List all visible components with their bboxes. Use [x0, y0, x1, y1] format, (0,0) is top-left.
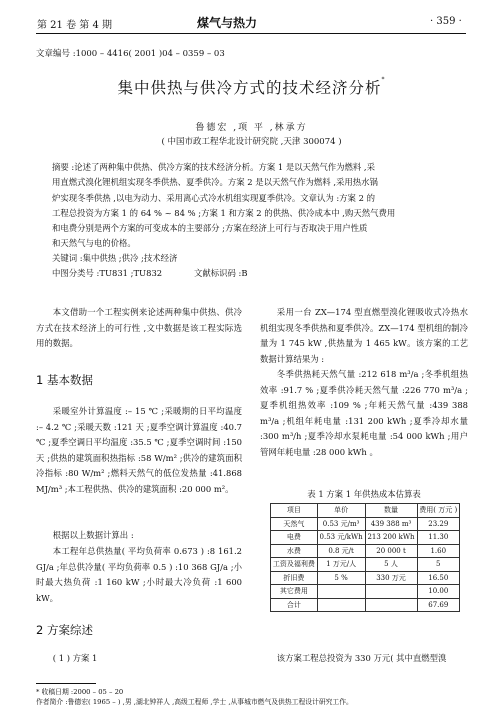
- header-rule: [36, 33, 466, 34]
- title-text: 集中供热与供冷方式的技术经济分析: [117, 79, 382, 97]
- basic-data-paragraph: 采暖室外计算温度 :– 15 ℃ ;采暖期的日平均温度 :– 4.2 ℃ ;采暖天数 :121 天 ;夏季空调计算温度 :40.7 ℃ ;夏季空调日平均温度 :35.5 ℃ ;夏季空调时间 :150 天 ;供热的建筑面积热指标 :58 W/m² ;供冷的建筑面积冷指标 :80 W/m² ;燃料天然气的低位发热量 :41.868 MJ/m³ ;本工程供热、供冷的建筑面积 :20 000 m²。: [36, 406, 242, 494]
- keywords: 关键词 :集中供热 ;供冷 ;技术经济: [52, 253, 178, 263]
- table-cell: 合计: [271, 598, 318, 612]
- affiliation: ( 中国市政工程华北设计研究院 ,天津 300074 ): [161, 137, 342, 147]
- received-date: * 收稿日期 :2000 – 05 – 20: [36, 688, 124, 696]
- title-footnote-mark: *: [381, 76, 386, 83]
- scheme-1-heading: ( 1 ) 方案 1: [52, 653, 98, 663]
- table-cell: [317, 585, 365, 599]
- table-cell: 0.8 元/t: [317, 544, 365, 558]
- table-cell: 工资及福利费: [271, 558, 318, 572]
- intro-paragraph: 本文借助一个工程实例来论述两种集中供热、供冷方式在技术经济上的可行性 ,文中数据是该工程实际选用的数据。: [36, 307, 242, 348]
- table-cell: 5: [417, 558, 459, 572]
- table-row: [271, 544, 460, 558]
- calc-result-paragraph: 本工程年总供热量( 平均负荷率 0.673 ) :8 161.2 GJ/a ;年总供冷量( 平均负荷率 0.5 ) :10 368 GJ/a ;小时最大热负荷 :1 160 kW ;小时最大冷负荷 :1 600 kW。: [36, 546, 242, 603]
- abstract-line: 摘要 :论述了两种集中供热、供冷方案的技术经济分析。方案 1 是以天然气作为燃料 ,采: [52, 162, 375, 172]
- header-cell: 项目: [271, 504, 318, 518]
- section-heading-2: 2 方案综述: [36, 623, 93, 637]
- authors: 鲁德宏 ,项 平 ,林承方: [195, 123, 308, 133]
- abstract-line: 和电费分别是两个方案的可变成本的主要部分 ;方案在经济上可行与否取决于用户性质: [52, 223, 368, 234]
- scheme-1-paragraph: 采用一台 ZX—174 型直燃型溴化锂吸收式冷热水机组实现冬季供热和夏季供冷。ZX—174 型机组的制冷量为 1 745 kW ,供热量为 1 465 kW。该方案的工艺数据计算结果为 :: [260, 307, 468, 364]
- table-cell: [365, 598, 417, 612]
- abstract-line: 和天然气与电的价格。: [52, 238, 136, 249]
- table-row: [271, 558, 460, 572]
- journal-name: 煤气与热力: [197, 16, 258, 30]
- table-cell: 330 万元: [365, 571, 417, 585]
- table-cell: [317, 598, 365, 612]
- footnote-rule: [36, 683, 96, 684]
- scheme-1-data: 冬季供热耗天然气量 :212 618 m³/a ;冬季机组热效率 :91.7 % ;夏季供冷耗天然气量 :226 770 m³/a ;夏季机组热效率 :109 % ;年耗天然气量 :439 388 m³/a ;机组年耗电量 :131 200 kWh ;夏季冷却水量 :300 m³/h ;夏季冷却水泵耗电量 :54 000 kWh ;用户管网年耗电量 :28 000 kWh 。: [260, 369, 468, 457]
- table-row: [271, 598, 460, 612]
- table-cell: 1 万元/人: [317, 558, 365, 572]
- footnote: [36, 687, 353, 707]
- table-cell: 1.60: [417, 544, 459, 558]
- running-header: [0, 14, 503, 34]
- calc-intro: 根据以上数据计算出 :: [52, 530, 134, 540]
- table-cell: 23.29: [417, 517, 459, 531]
- table-row: [271, 571, 460, 585]
- abstract-line: 用直燃式溴化锂机组实现冬季供热、夏季供冷。方案 2 是以天然气作为燃料 ,采用热水锅: [52, 177, 378, 188]
- abstract: [52, 160, 462, 252]
- header-cell: 费用( 万元 ): [417, 504, 459, 518]
- table-cell: 5 人: [365, 558, 417, 572]
- table-caption: 表 1 方案 1 年供热成本估算表: [307, 489, 421, 499]
- table-cell: 天然气: [271, 517, 318, 531]
- table-row: [271, 585, 460, 599]
- table-cell: [365, 585, 417, 599]
- table-cell: 5 %: [317, 571, 365, 585]
- table-cell: 10.00: [417, 585, 459, 599]
- table-cell: 11.30: [417, 531, 459, 545]
- table-cell: 16.50: [417, 571, 459, 585]
- table-cell: 439 388 m³: [365, 517, 417, 531]
- author-bio: 作者简介 :鲁德宏( 1965 – ) ,男 ,湖北钟祥人 ,高级工程师 ,学士 ,从事城市燃气及供热工程设计研究工作。: [36, 698, 353, 706]
- table-cell: 电费: [271, 531, 318, 545]
- table-cell: 0.53 元/kWh: [317, 531, 365, 545]
- table-row: [271, 531, 460, 545]
- table-cell: 213 200 kWh: [365, 531, 417, 545]
- cost-table: [270, 503, 460, 612]
- table-cell: 折旧费: [271, 571, 318, 585]
- abstract-line: 炉实现冬季供热 ,以电为动力、采用离心式冷水机组实现夏季供冷。文章认为 :方案 2 的: [52, 192, 375, 203]
- abstract-line: 工程总投资为方案 1 的 64 % ~ 84 % ;方案 1 和方案 2 的供热、供冷成本中 ,购天然气费用: [52, 207, 396, 218]
- paper-title: [0, 76, 503, 98]
- article-number: 文章编号 :1000 – 4416( 2001 )04 – 0359 – 03: [36, 49, 225, 59]
- volume-issue: 第 21 卷 第 4 期: [37, 20, 112, 31]
- table-cell: 0.53 元/m³: [317, 517, 365, 531]
- header-cell: 单价: [317, 504, 365, 518]
- section-heading-1: 1 基本数据: [36, 373, 93, 387]
- table-cell: 其它费用: [271, 585, 318, 599]
- investment-paragraph: 该方案工程总投资为 330 万元( 其中直燃型溴: [276, 653, 447, 663]
- table-cell: 67.69: [417, 598, 459, 612]
- page-number: · 359 ·: [430, 16, 462, 27]
- table-header-row: [271, 504, 460, 518]
- clc-number: 中图分类号 :TU831 ;TU832: [52, 268, 163, 278]
- table-cell: 水费: [271, 544, 318, 558]
- classification: [52, 267, 248, 279]
- document-code: 文献标识码 :B: [194, 268, 248, 278]
- table-cell: 20 000 t: [365, 544, 417, 558]
- header-cell: 数量: [365, 504, 417, 518]
- table-row: [271, 517, 460, 531]
